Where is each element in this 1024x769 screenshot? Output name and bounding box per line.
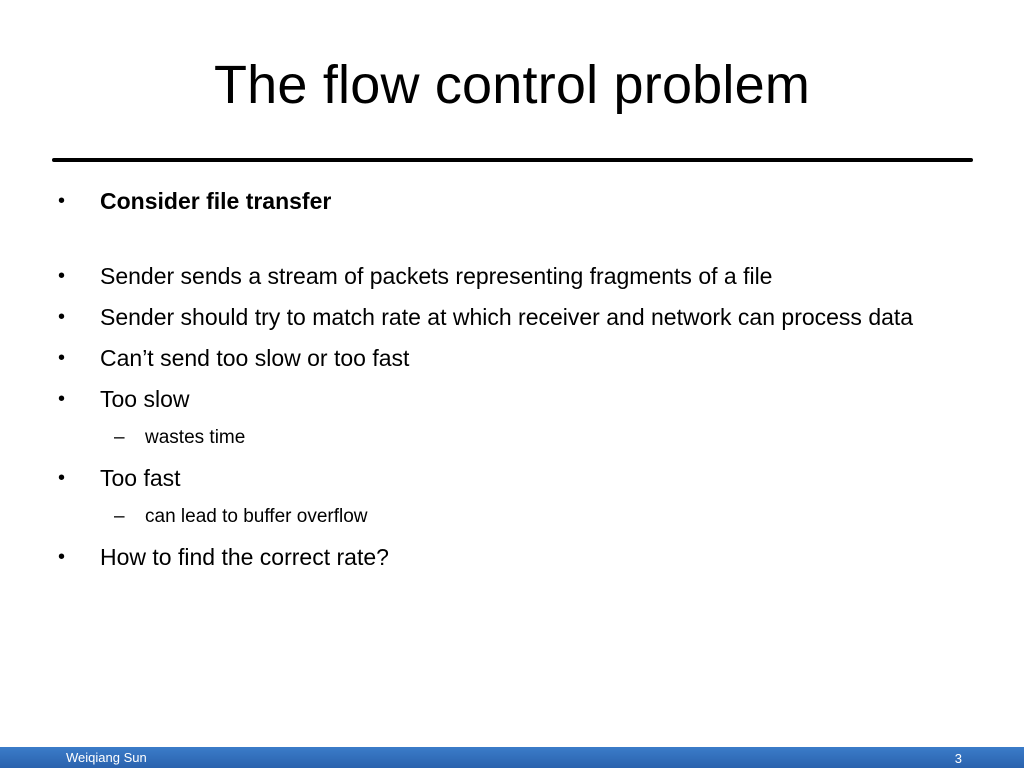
- bullet-item: [58, 259, 958, 293]
- bullet-text: Sender should try to match rate at which receiver and network can process data: [100, 304, 914, 330]
- bullet-marker: •: [58, 306, 66, 328]
- title-underline: [52, 158, 973, 162]
- bullet-text: How to find the correct rate?: [100, 544, 389, 570]
- bullet-text: Consider file transfer: [100, 188, 332, 214]
- bullet-item: [58, 382, 958, 416]
- sub-bullet-item: [114, 423, 958, 453]
- bullet-marker: •: [58, 265, 66, 287]
- bullet-item: [58, 461, 958, 495]
- sub-bullet-marker: –: [114, 506, 125, 527]
- sub-bullet-item: [114, 502, 958, 532]
- bullet-text: Too slow: [100, 386, 190, 412]
- bullet-item: [58, 300, 958, 334]
- footer-author: Weiqiang Sun: [66, 750, 147, 765]
- bullet-item: [58, 341, 958, 375]
- bullet-marker: •: [58, 190, 66, 212]
- footer-bar: [0, 747, 1024, 768]
- bullet-item: [58, 540, 958, 574]
- bullet-text: Can’t send too slow or too fast: [100, 345, 410, 371]
- bullet-list: [58, 184, 958, 581]
- slide-title: The flow control problem: [213, 55, 811, 115]
- bullet-text: Sender sends a stream of packets representing fragments of a file: [100, 263, 773, 289]
- sub-bullet-text: can lead to buffer overflow: [145, 506, 368, 527]
- bullet-text: Too fast: [100, 465, 181, 491]
- sub-bullet-marker: –: [114, 427, 125, 448]
- bullet-marker: •: [58, 546, 66, 568]
- bullet-item: [58, 184, 958, 218]
- page-number: 3: [954, 751, 962, 766]
- bullet-marker: •: [58, 388, 66, 410]
- bullet-marker: •: [58, 467, 66, 489]
- sub-bullet-text: wastes time: [145, 427, 246, 448]
- bullet-marker: •: [58, 347, 66, 369]
